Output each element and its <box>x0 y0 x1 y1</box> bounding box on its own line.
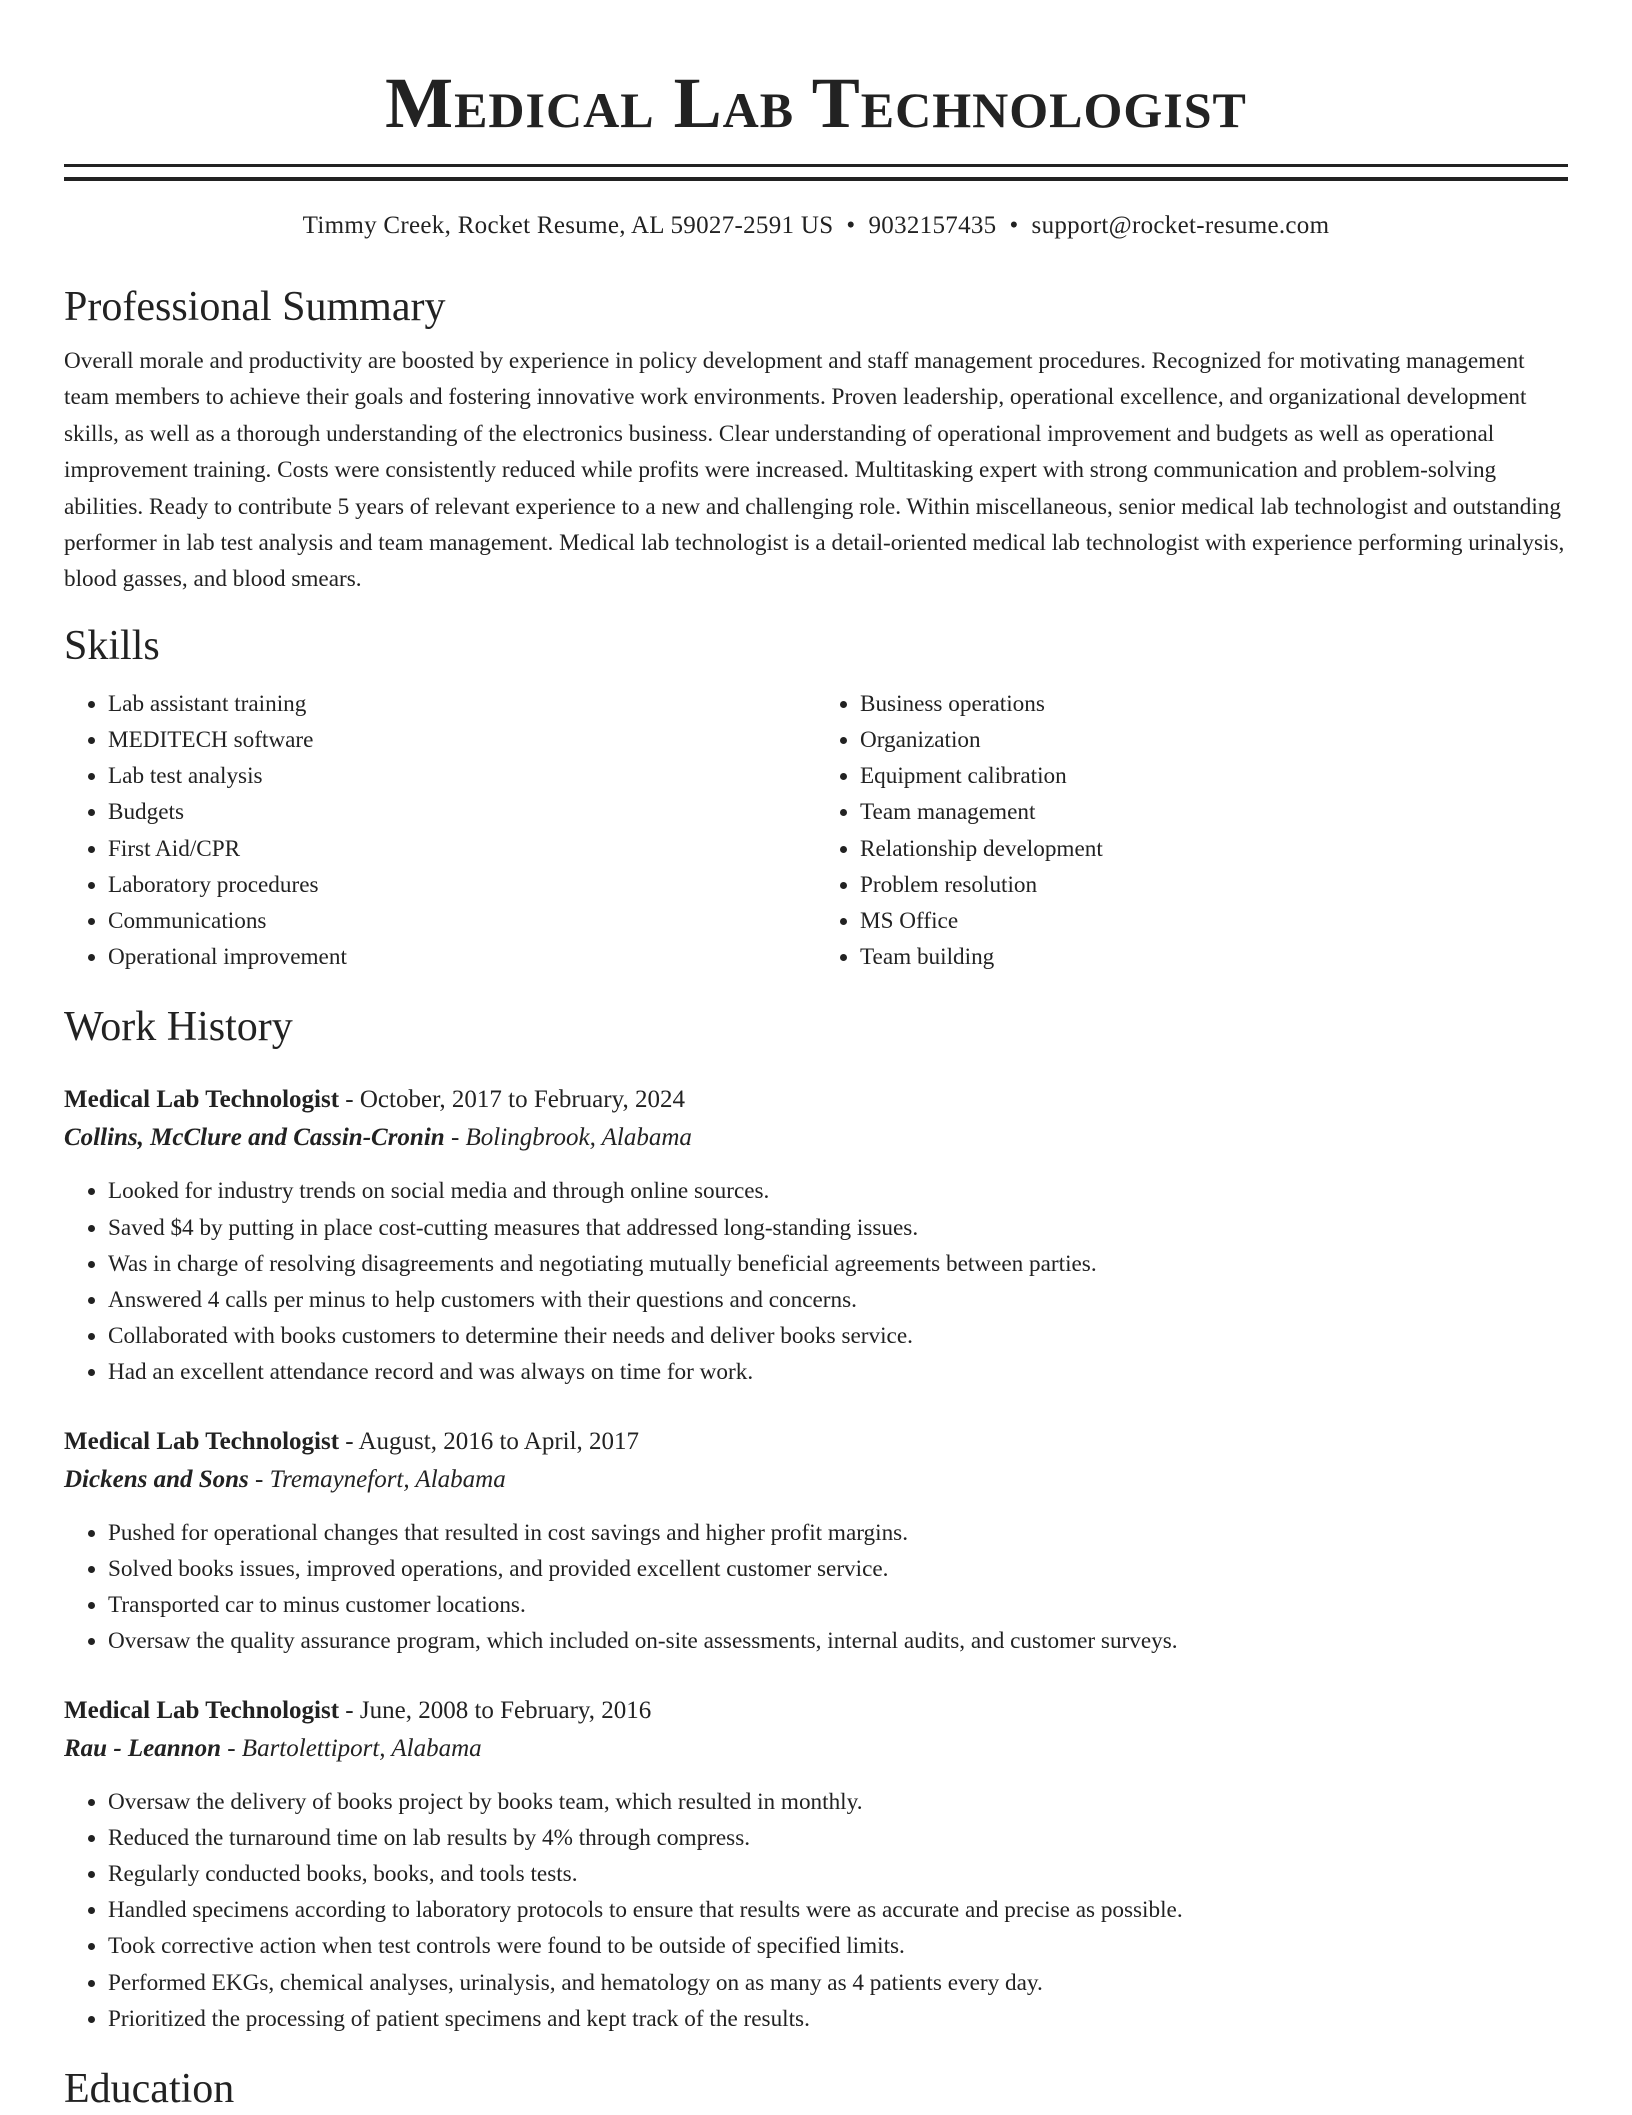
job-title: Medical Lab Technologist <box>64 1086 340 1114</box>
job-bullet: • Reduced the turnaround time on lab results by 4% through compress. <box>108 1820 1568 1856</box>
job-bullet: • Saved $4 by putting in place cost-cutting measures that addressed long-standing issues. <box>108 1210 1568 1246</box>
job-bullet: • Oversaw the delivery of books project by books team, which resulted in monthly. <box>108 1784 1568 1820</box>
job-bullet: • Performed EKGs, chemical analyses, urinalysis, and hematology on as many as 4 patients every day. <box>108 1965 1568 2001</box>
job-entry <box>64 1423 1568 1660</box>
job-bullet: • Prioritized the processing of patient specimens and kept track of the results. <box>108 2001 1568 2037</box>
title-divider <box>64 164 1568 181</box>
job-bullet: • Took corrective action when test controls were found to be outside of specified limits. <box>108 1928 1568 1964</box>
job-dates: - June, 2008 to February, 2016 <box>339 1696 652 1724</box>
summary-heading: Professional Summary <box>64 284 446 330</box>
job-bullet: • Oversaw the quality assurance program, which included on-site assessments, internal audits, and customer surveys. <box>108 1623 1568 1659</box>
job-title: Medical Lab Technologist <box>64 1427 340 1455</box>
skill-item: • Lab assistant training <box>108 686 816 722</box>
job-entry <box>64 1692 1568 2037</box>
job-dates: - October, 2017 to February, 2024 <box>339 1086 685 1114</box>
job-entry <box>64 1081 1568 1390</box>
contact-separator: • <box>846 212 856 239</box>
education-heading: Education <box>64 2065 235 2112</box>
skills-list-left <box>64 686 816 976</box>
job-bullet: • Was in charge of resolving disagreements and negotiating mutually beneficial agreements between parties. <box>108 1246 1568 1282</box>
skill-item: • MS Office <box>860 903 1568 939</box>
contact-address: Timmy Creek, Rocket Resume, AL 59027-2591 US <box>302 212 834 239</box>
skill-item: • Problem resolution <box>860 867 1568 903</box>
contact-email: support@rocket-resume.com <box>1031 212 1330 239</box>
job-dates: - August, 2016 to April, 2017 <box>339 1427 640 1455</box>
skill-item: • Relationship development <box>860 831 1568 867</box>
company-location: - Bolingbrook, Alabama <box>444 1124 692 1152</box>
summary-text: Overall morale and productivity are boosted by experience in policy development and staff management procedures. Recognized for motivating management team members to achieve their goals and fostering innovative work environments. Proven leadership, operational excellence, and organizational development skills, as well as a thorough understanding of the electronics business. Clear understanding of operational improvement and budgets as well as operational improvement training. Costs were consistently reduced while profits were increased. Multitasking expert with strong communication and problem-solving abilities. Ready to contribute 5 years of relevant experience to a new and challenging role. Within miscellaneous, senior medical lab technologist and outstanding performer in lab test analysis and team management. Medical lab technologist is a detail-oriented medical lab technologist with experience performing urinalysis, blood gasses, and blood smears. <box>64 348 1565 593</box>
job-header <box>64 1692 1568 1730</box>
skill-item: • Laboratory procedures <box>108 867 816 903</box>
company-location: - Bartolettiport, Alabama <box>220 1734 482 1762</box>
skill-item: • Lab test analysis <box>108 758 816 794</box>
company-name: Rau - Leannon <box>64 1734 221 1762</box>
company-line <box>64 1730 1568 1768</box>
job-bullet: • Answered 4 calls per minus to help customers with their questions and concerns. <box>108 1282 1568 1318</box>
skill-item: • MEDITECH software <box>108 722 816 758</box>
skill-item: • Business operations <box>860 686 1568 722</box>
skills-list-right <box>816 686 1568 976</box>
skill-item: • Team building <box>860 939 1568 975</box>
job-header <box>64 1081 1568 1119</box>
skill-item: • Organization <box>860 722 1568 758</box>
job-bullet: • Transported car to minus customer locations. <box>108 1587 1568 1623</box>
company-location: - Tremaynefort, Alabama <box>248 1465 506 1493</box>
work-history-heading: Work History <box>64 1004 293 1051</box>
contact-phone: 9032157435 <box>868 212 997 239</box>
job-bullet: • Pushed for operational changes that resulted in cost savings and higher profit margins. <box>108 1515 1568 1551</box>
job-bullet: • Looked for industry trends on social media and through online sources. <box>108 1173 1568 1209</box>
company-line <box>64 1461 1568 1499</box>
company-name: Collins, McClure and Cassin-Cronin <box>64 1124 445 1152</box>
company-line <box>64 1119 1568 1157</box>
skill-item: • Team management <box>860 794 1568 830</box>
job-bullet: • Had an excellent attendance record and was always on time for work. <box>108 1354 1568 1390</box>
skill-item: • Communications <box>108 903 816 939</box>
contact-line <box>64 209 1568 243</box>
company-name: Dickens and Sons <box>64 1465 249 1493</box>
skill-item: • First Aid/CPR <box>108 831 816 867</box>
job-title: Medical Lab Technologist <box>64 1696 340 1724</box>
job-bullet: • Solved books issues, improved operations, and provided excellent customer service. <box>108 1551 1568 1587</box>
job-bullet: • Collaborated with books customers to determine their needs and deliver books service. <box>108 1318 1568 1354</box>
contact-separator: • <box>1009 212 1019 239</box>
job-bullet: • Handled specimens according to laboratory protocols to ensure that results were as accurate and precise as possible. <box>108 1892 1568 1928</box>
job-bullet: • Regularly conducted books, books, and tools tests. <box>108 1856 1568 1892</box>
job-bullets <box>64 1173 1568 1390</box>
skill-item: • Budgets <box>108 794 816 830</box>
job-bullets <box>64 1515 1568 1660</box>
skills-columns <box>64 686 1568 976</box>
job-bullets <box>64 1784 1568 2037</box>
skill-item: • Equipment calibration <box>860 758 1568 794</box>
job-header <box>64 1423 1568 1461</box>
skills-heading: Skills <box>64 622 160 669</box>
resume-title: Medical Lab Technologist <box>385 63 1247 143</box>
skill-item: • Operational improvement <box>108 939 816 975</box>
